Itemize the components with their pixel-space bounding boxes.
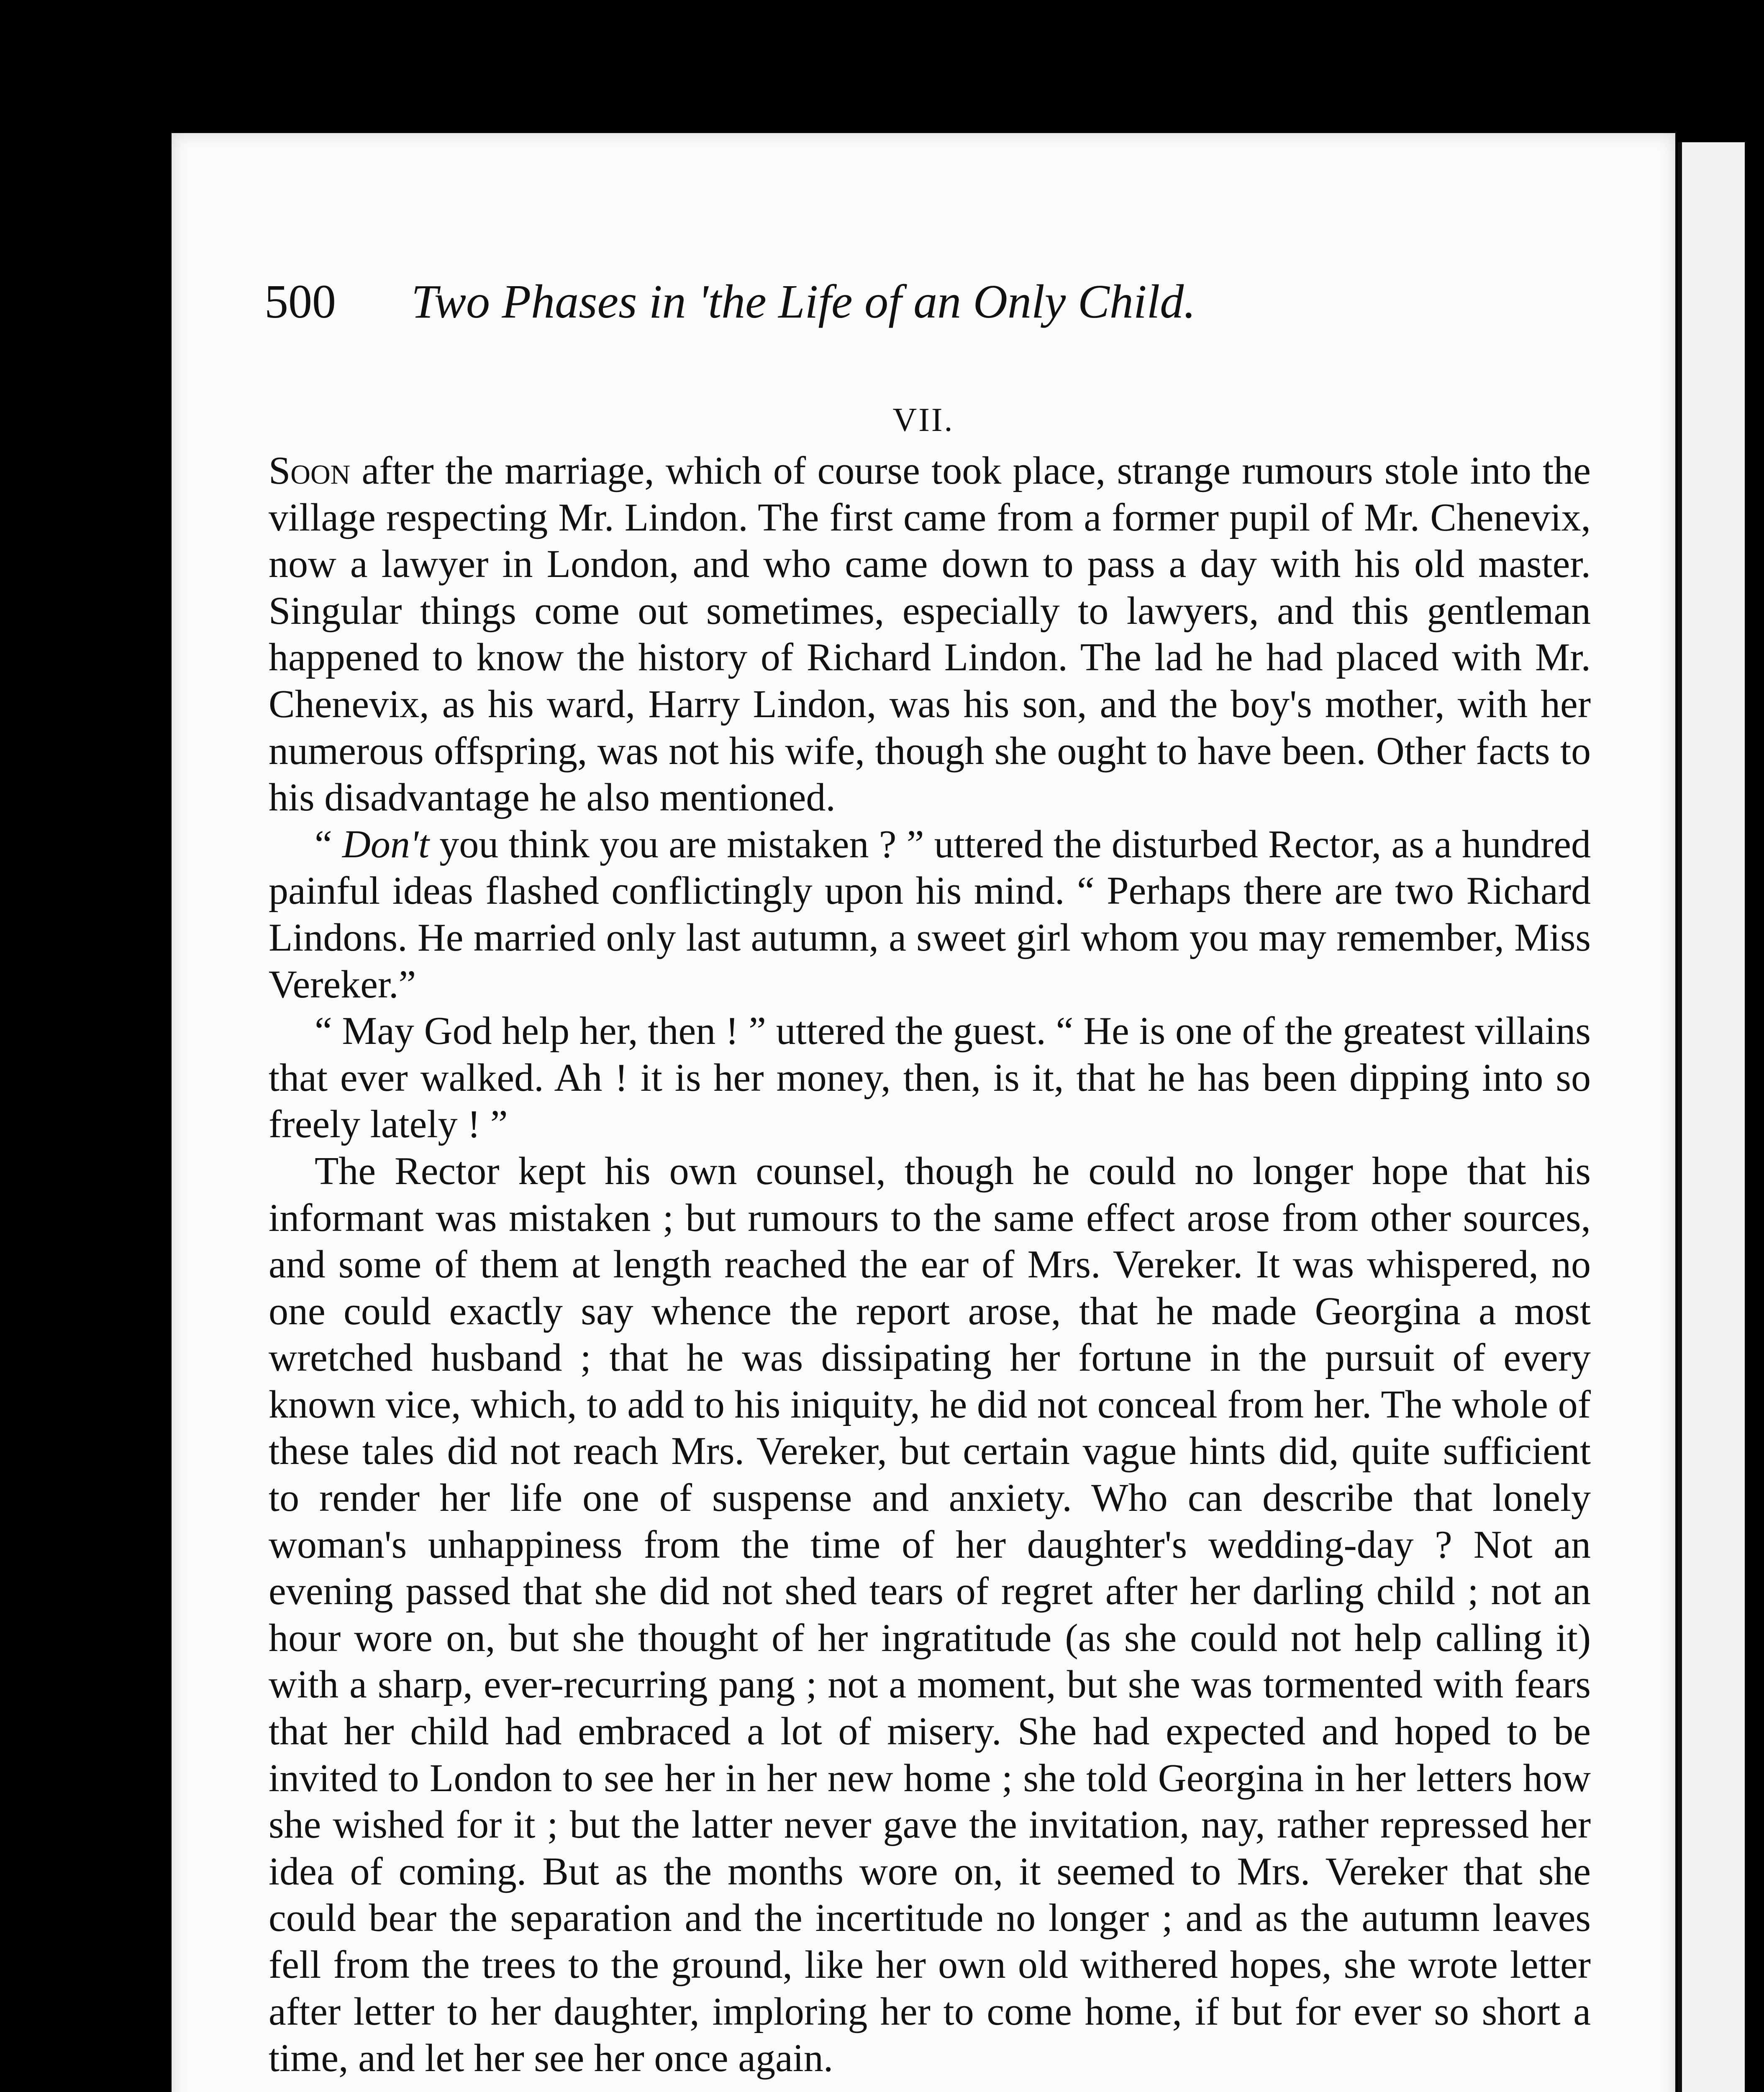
paragraph-2: [269, 821, 1591, 1008]
page-header: [264, 266, 1603, 337]
page-number: 500: [264, 275, 336, 328]
paragraph-text: The Rector kept his own counsel, though he could no longer hope that his informant was mistaken ; but rumours to the same effect arose from other sources, and some of them at length reached the ear of Mrs. Vereker. It was whispered, no one could exactly say whence the report arose, that he made Georgina a most wretched husband ; that he was dissipating her fortune in the pursuit of every known vice, which, to add to his iniquity, he did not conceal from her. The whole of these tales did not reach Mrs. Vereker, but certain vague hints did, quite sufficient to render her life one of suspense and anxiety. Who can describe that lonely woman's unhappiness from the time of her daughter's wedding-day ? Not an evening passed that she did not shed tears of regret after her darling child ; not an hour wore on, but she thought of her ingratitude (as she could not help calling it) with a sharp, ever-recurring pang ; not a moment, but she was tormented with fears that her child had embraced a lot of misery. She had expected and hoped to be invited to London to see her in her new home ; she told Georgina in her letters how she wished for it ; but the latter never gave the invitation, nay, rather repressed her idea of coming. But as the months wore on, it seemed to Mrs. Vereker that she could bear the separation and the incertitude no longer ; and as the autumn leaves fell from the trees to the ground, like her own old withered hopes, she wrote letter after letter to her daughter, imploring her to come home, if but for ever so short a time, and let her see her once again.: [269, 1149, 1591, 2080]
section-number: VII.: [892, 402, 954, 438]
running-title: Two Phases in 'the Life of an Only Child.: [411, 275, 1196, 328]
next-page-edge: [1678, 142, 1745, 2092]
paragraph-text: you think you are mistaken ? ” uttered the disturbed Rector, as a hundred painful ideas flashed conflictingly upon his mind. “ Perhaps there are two Richard Lindons. He married only last autumn, a sweet girl whom you may remember, Miss Vereker.”: [269, 822, 1591, 1006]
paragraph-1: [269, 448, 1591, 821]
paragraph-text: “ May God help her, then ! ” uttered the guest. “ He is one of the greatest villains that ever walked. Ah ! it is her money, then, is it, that he has been dipping into so freely lately ! ”: [269, 1009, 1591, 1146]
italic-emphasis: Don't: [342, 822, 430, 866]
book-page: [172, 133, 1675, 2092]
opening-quote: “: [315, 822, 342, 866]
paragraph-4: [269, 1148, 1591, 2082]
paragraph-text: after the marriage, which of course took place, strange rumours stole into the village respecting Mr. Lindon. The first came from a former pupil of Mr. Chenevix, now a lawyer in London, and who came down to pass a day with his old master. Singular things come out sometimes, especially to lawyers, and this gentleman happened to know the history of Richard Lindon. The lad he had placed with Mr. Chenevix, as his ward, Harry Lindon, was his son, and the boy's mother, with her numerous offspring, was not his wife, though she ought to have been. Other facts to his disadvantage he also mentioned.: [269, 449, 1591, 820]
paragraph-lead-word: Soon: [269, 449, 351, 492]
paragraph-3: [269, 1008, 1591, 1148]
body-text: [269, 448, 1591, 2092]
